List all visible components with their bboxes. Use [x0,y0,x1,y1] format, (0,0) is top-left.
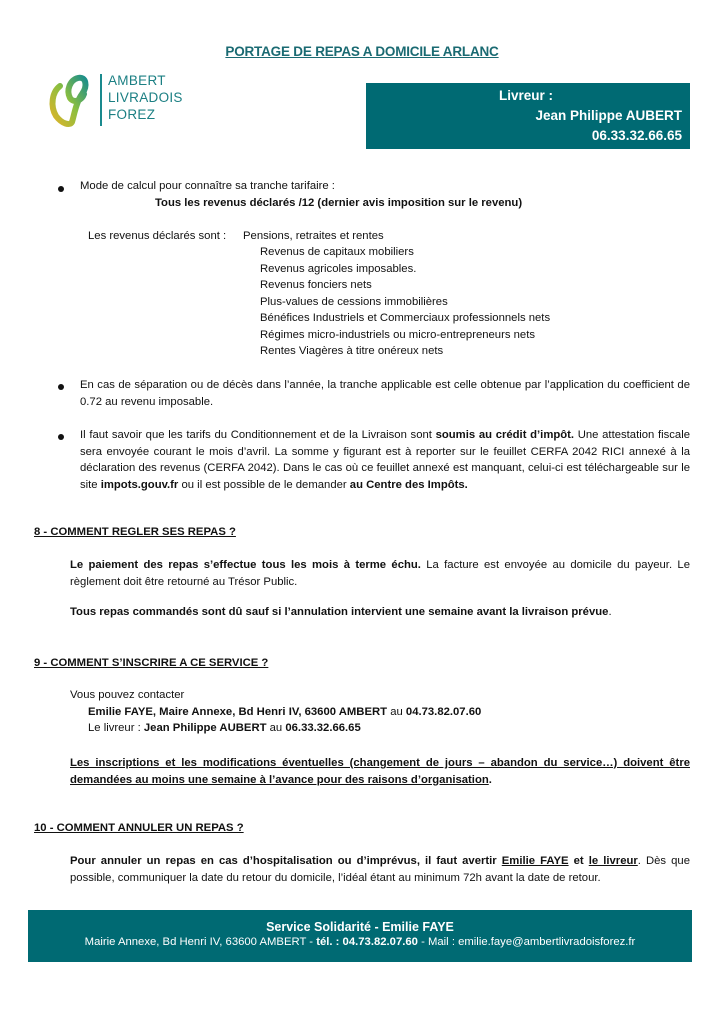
logo-text [108,72,183,123]
phone-link[interactable]: 04.73.82.07.60 [405,706,482,718]
page-title: PORTAGE DE REPAS A DOMICILE ARLANC [225,44,499,59]
contact-emilie [88,706,481,718]
calc-intro: Mode de calcul pour connaître sa tranche tarifaire : [80,180,335,192]
bold-text: Pour annuler un repas en cas d’hospitalisation ou d’imprévus, il faut avertir [70,855,502,867]
text: . [488,773,492,786]
revenu-item: Revenus fonciers nets [260,279,372,291]
revenus-label: Les revenus déclarés sont : [88,230,227,242]
section-8-cancel-rule [70,606,612,618]
contact-livreur [88,722,361,734]
text: Le livreur : [88,722,144,734]
bold-text: Tous repas commandés sont dû sauf si l’annulation intervient une semaine avant la livraison prévue [70,606,609,618]
bold-text: au Centre des Impôts. [349,478,468,491]
revenu-item: Revenus agricoles imposables. [260,263,417,275]
text: . [608,606,612,618]
section-8-heading: 8 - COMMENT REGLER SES REPAS ? [34,526,236,538]
underlined-text: Emilie FAYE [501,855,569,867]
footer-banner [28,910,692,962]
revenu-item: Revenus de capitaux mobiliers [260,246,414,258]
calc-formula: Tous les revenus déclarés /12 (dernier avis imposition sur le revenu) [155,197,523,209]
text: au [266,722,286,734]
bullet-separation: En cas de séparation ou de décès dans l’année, la tranche applicable est celle obtenue par l’application du coefficient de 0.72 au revenu imposable. [80,379,690,408]
bold-text: Jean Philippe AUBERT [143,722,267,734]
footer-mail[interactable]: - Mail : emilie.faye@ambertlivradoisforez.fr [417,936,636,948]
revenu-item: Plus-values de cessions immobilières [260,296,448,308]
underlined-text: le livreur [588,855,638,867]
footer-address: Mairie Annexe, Bd Henri IV, 63600 AMBERT - [84,936,317,948]
text: Une attestation fiscale sera envoyée courant le mois d’avril. La somme y figurant est à reporter sur le feuillet CERFA 2042 RICI annexé à la déclaration des revenus (CERFA 2042). Dans le cas où ce feuillet annexé est manquant, celui-ci est téléchargeable sur le site [80,429,690,491]
footer-title: Service Solidarité - Emilie FAYE [266,920,454,934]
revenu-item: Bénéfices Industriels et Commerciaux professionnels nets [260,312,551,324]
bold-text: soumis au crédit d’impôt. [435,429,575,441]
livreur-box [366,83,690,149]
text: au [387,706,406,718]
logo-line: LIVRADOIS [108,90,183,105]
section-10-text [70,853,690,886]
bullet-icon [58,434,64,440]
contact-intro: Vous pouvez contacter [70,689,185,701]
bold-text: et [568,855,589,867]
bullet-icon [58,384,64,390]
livreur-phone: 06.33.32.66.65 [591,128,682,143]
revenu-item: Rentes Viagères à titre onéreux nets [260,345,444,357]
text: La facture est envoyée au domicile du payeur. Le règlement doit être retourné au Trésor Public. [70,559,690,588]
section-9-heading: 9 - COMMENT S’INSCRIRE A CE SERVICE ? [34,657,269,669]
section-10-heading: 10 - COMMENT ANNULER UN REPAS ? [34,822,244,834]
bullet-icon [58,186,64,192]
bold-text: Le paiement des repas s’effectue tous les mois à terme échu. [70,559,421,571]
revenu-item: Régimes micro-industriels ou micro-entrepreneurs nets [260,329,535,341]
logo-line: AMBERT [108,73,166,88]
bullet-credit-impot [80,427,690,493]
impots-link[interactable]: impots.gouv.fr [100,478,179,491]
footer-phone[interactable]: tél. : 04.73.82.07.60 [316,936,418,948]
text: ou il est possible de le demander [178,478,350,491]
livreur-name: Jean Philippe AUBERT [535,108,682,123]
text: Il faut savoir que les tarifs du Conditionnement et de la Livraison sont [80,429,436,441]
text: . Dès que possible, communiquer la date du retour du domicile, l’idéal étant au minimum 72h avant la date de retour. [70,855,690,884]
logo-line: FOREZ [108,107,156,122]
phone-link[interactable]: 06.33.32.66.65 [285,722,361,734]
logo-divider [100,74,102,126]
heart-leaf-logo-icon [48,72,94,128]
section-8-payment [70,557,690,590]
bold-text: Emilie FAYE, Maire Annexe, Bd Henri IV, 63600 AMBERT [88,706,388,718]
underlined-text: Les inscriptions et les modifications éventuelles (changement de jours – abandon du service…) doivent être demandées au moins une semaine à l’avance pour des raisons d’organisation [70,757,690,786]
revenu-item: Pensions, retraites et rentes [243,230,384,242]
logo [48,70,208,130]
section-9-notice [70,755,690,788]
footer-contact [28,936,692,948]
livreur-label: Livreur : [499,88,554,103]
